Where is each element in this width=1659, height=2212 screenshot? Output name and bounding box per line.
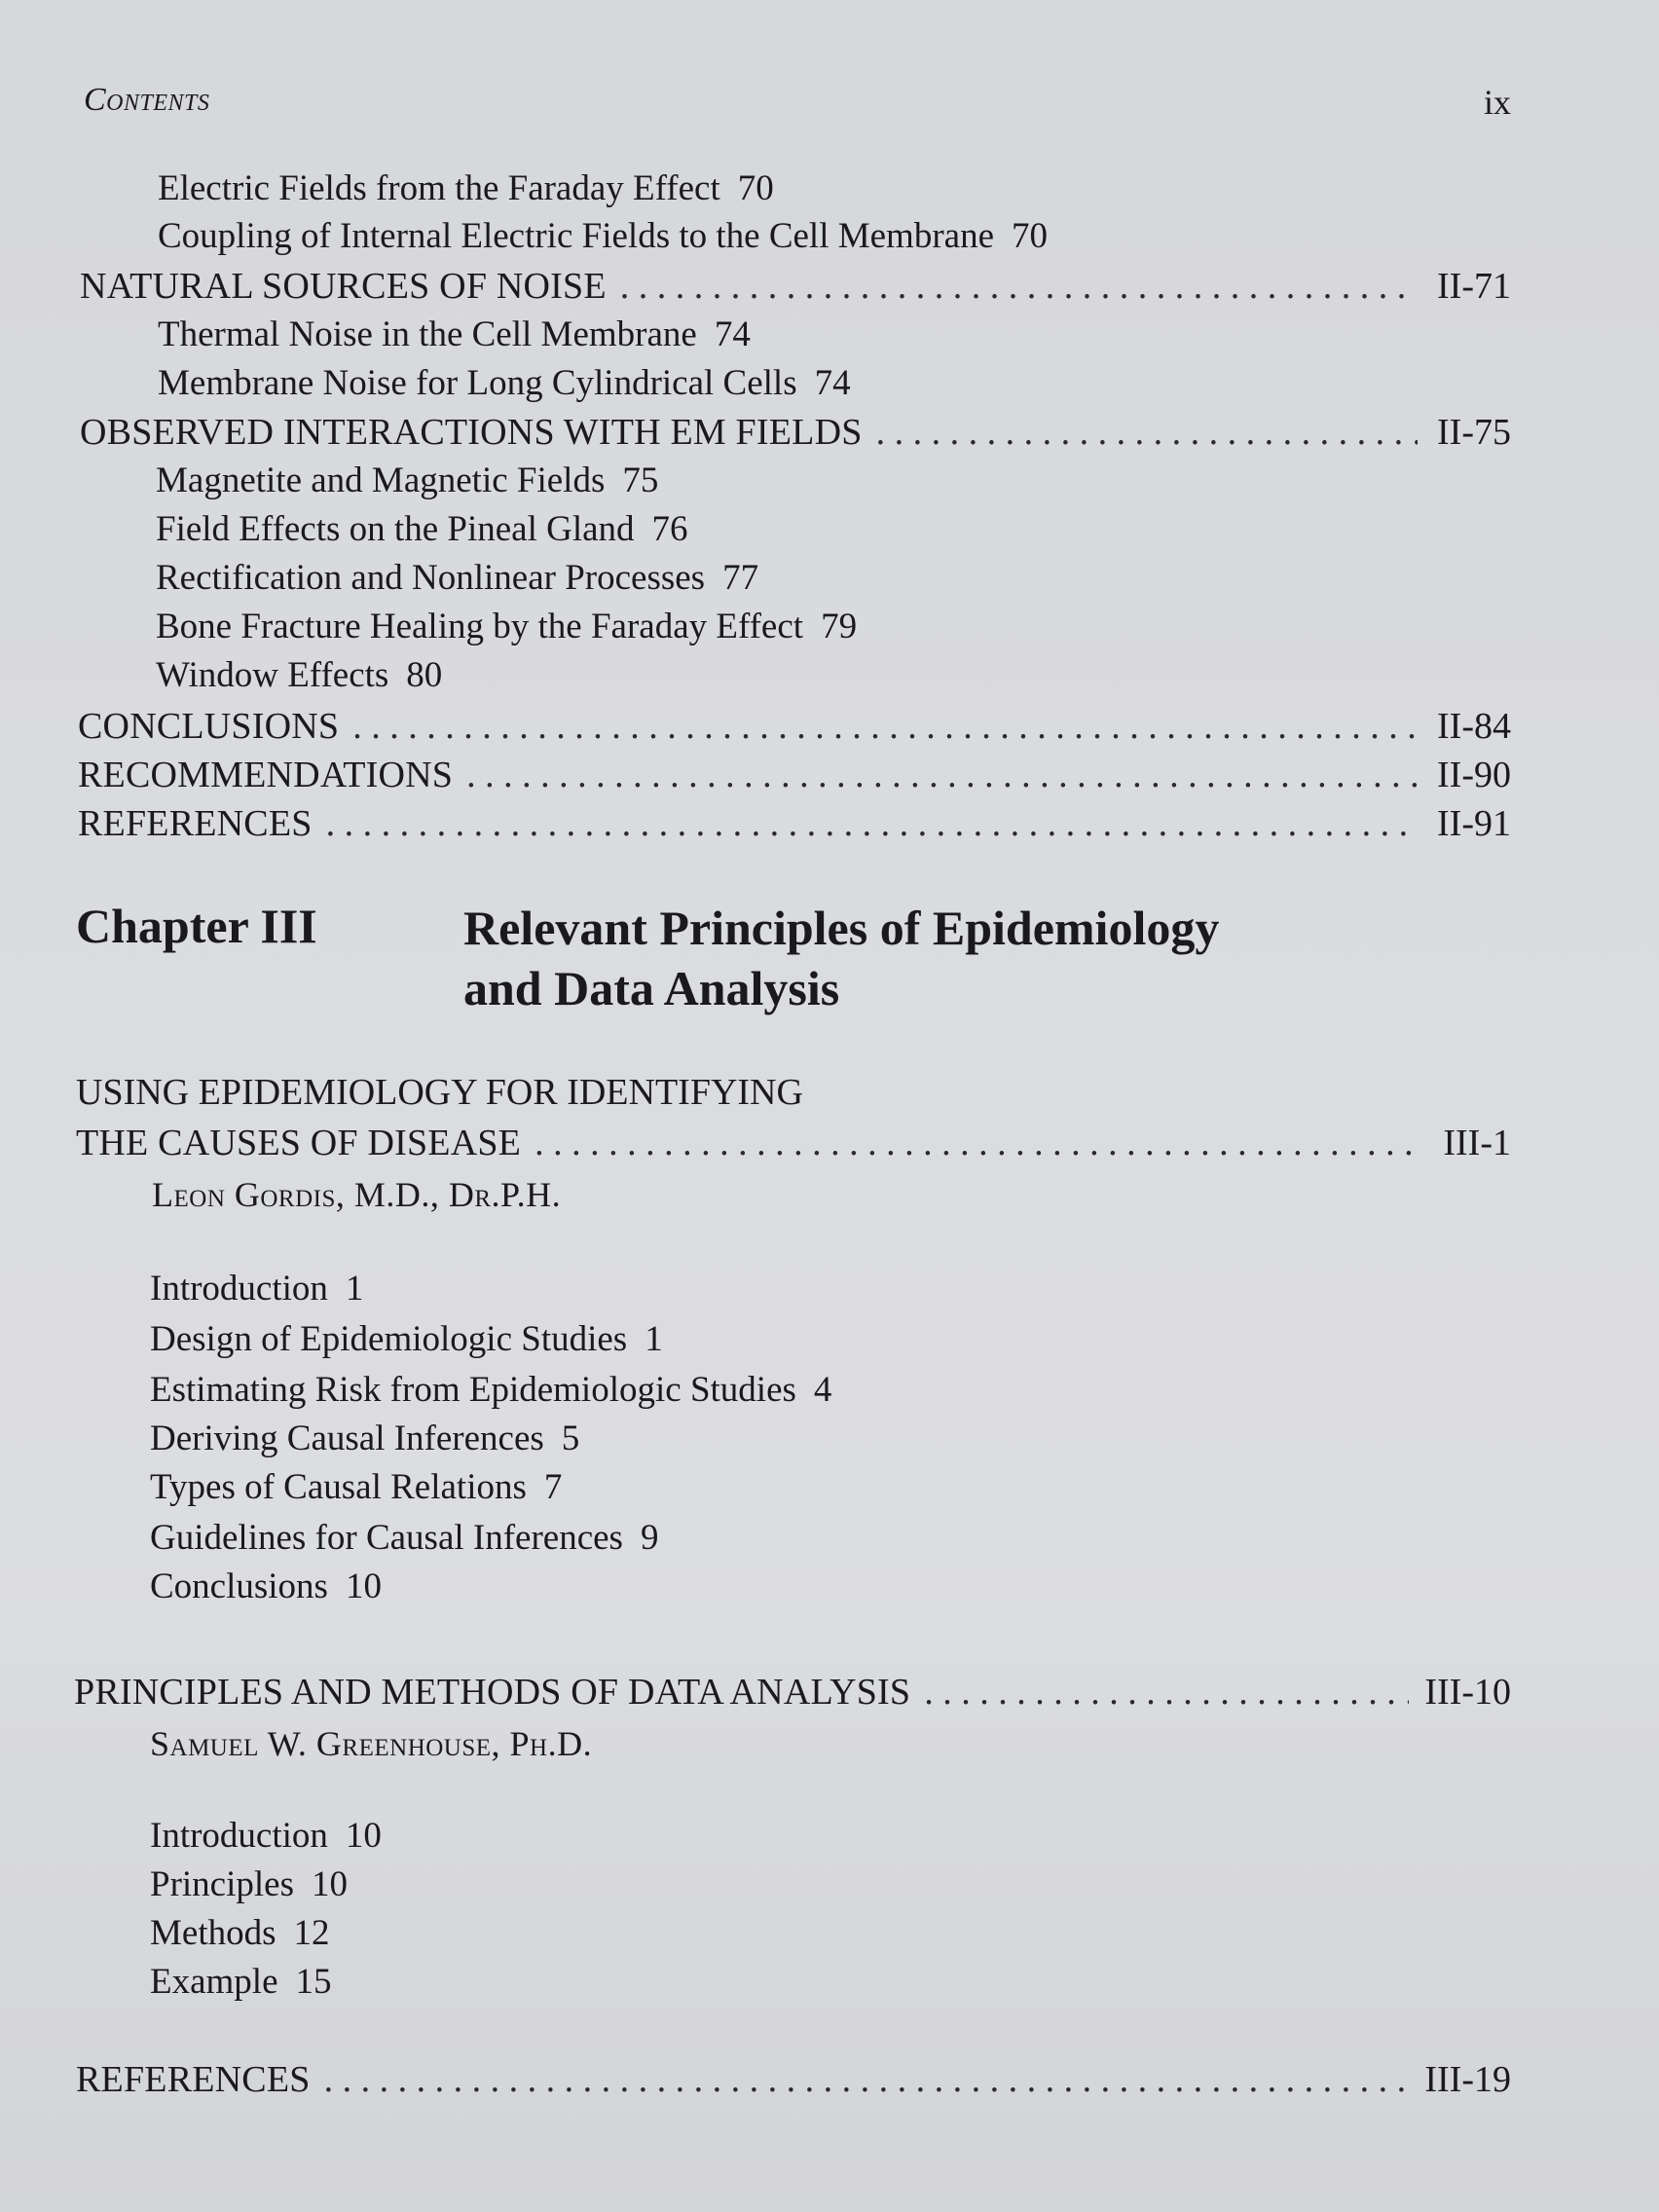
subentry-title: Example bbox=[150, 1962, 278, 2002]
subentry-title: Coupling of Internal Electric Fields to the Cell Membrane bbox=[158, 216, 995, 256]
subentry-title: Introduction bbox=[150, 1269, 328, 1309]
toc-subentry bbox=[150, 1910, 330, 1957]
subentry-page: 10 bbox=[345, 1816, 382, 1856]
toc-subentry bbox=[150, 1515, 658, 1562]
section-title-line: USING EPIDEMIOLOGY FOR IDENTIFYING bbox=[76, 1072, 803, 1113]
subentry-title: Field Effects on the Pineal Gland bbox=[156, 509, 635, 549]
chapter-title-line: and Data Analysis bbox=[463, 961, 840, 1015]
page-number: ix bbox=[1483, 83, 1511, 122]
dot-leader bbox=[466, 752, 1418, 798]
dot-leader bbox=[924, 1669, 1409, 1715]
chapter-title-line: Relevant Principles of Epidemiology bbox=[463, 901, 1220, 955]
section-author: Samuel W. Greenhouse, Ph.D. bbox=[150, 1724, 593, 1763]
section-page: III-19 bbox=[1424, 2059, 1511, 2100]
section-page: II-91 bbox=[1437, 803, 1511, 844]
toc-subentry bbox=[158, 312, 751, 358]
toc-subentry bbox=[156, 555, 758, 602]
section-title: NATURAL SOURCES OF NOISE bbox=[80, 266, 607, 307]
subentry-title: Membrane Noise for Long Cylindrical Cells bbox=[158, 363, 797, 403]
toc-section-conclusions bbox=[78, 703, 1511, 750]
toc-section-natural-noise bbox=[80, 263, 1511, 310]
subentry-title: Methods bbox=[150, 1913, 276, 1953]
subentry-page: 79 bbox=[821, 607, 858, 646]
toc-subentry bbox=[150, 1862, 348, 1908]
toc-subentry bbox=[150, 1266, 363, 1312]
subentry-page: 70 bbox=[1012, 216, 1049, 256]
dot-leader bbox=[535, 1120, 1418, 1166]
dot-leader bbox=[620, 263, 1418, 310]
subentry-page: 75 bbox=[622, 461, 659, 500]
toc-section-data-analysis bbox=[74, 1669, 1511, 1715]
subentry-title: Estimating Risk from Epidemiologic Studies bbox=[150, 1370, 796, 1410]
subentry-page: 77 bbox=[722, 558, 759, 598]
toc-subentry bbox=[150, 1316, 663, 1363]
section-page: II-90 bbox=[1437, 755, 1511, 795]
subentry-page: 1 bbox=[645, 1319, 663, 1359]
section-title: PRINCIPLES AND METHODS OF DATA ANALYSIS bbox=[74, 1672, 911, 1713]
chapter-title bbox=[463, 898, 1219, 1018]
subentry-title: Rectification and Nonlinear Processes bbox=[156, 558, 706, 598]
subentry-page: 7 bbox=[543, 1467, 563, 1507]
toc-subentry bbox=[156, 506, 688, 553]
subentry-page: 76 bbox=[651, 509, 688, 549]
dot-leader bbox=[326, 800, 1418, 847]
toc-subentry bbox=[158, 213, 1048, 260]
toc-subentry bbox=[150, 1959, 332, 2006]
subentry-page: 70 bbox=[737, 168, 774, 208]
subentry-title: Design of Epidemiologic Studies bbox=[150, 1319, 628, 1359]
dot-leader bbox=[876, 409, 1418, 456]
toc-subentry bbox=[150, 1416, 579, 1462]
toc-section-recommendations bbox=[78, 752, 1511, 798]
subentry-page: 12 bbox=[293, 1913, 330, 1953]
toc-subentry bbox=[156, 604, 857, 650]
toc-subentry bbox=[150, 1813, 382, 1860]
toc-section-final-references bbox=[76, 2056, 1511, 2103]
section-title: THE CAUSES OF DISEASE bbox=[76, 1123, 522, 1163]
subentry-title: Electric Fields from the Faraday Effect bbox=[158, 168, 720, 208]
section-author: Leon Gordis, M.D., Dr.P.H. bbox=[152, 1175, 562, 1214]
subentry-page: 10 bbox=[345, 1567, 382, 1606]
toc-section-observed bbox=[80, 409, 1511, 456]
subentry-title: Introduction bbox=[150, 1816, 328, 1856]
subentry-page: 1 bbox=[345, 1269, 364, 1309]
subentry-title: Magnetite and Magnetic Fields bbox=[156, 461, 606, 500]
section-page: III-1 bbox=[1443, 1123, 1511, 1163]
running-title: Contents bbox=[84, 82, 210, 118]
subentry-page: 74 bbox=[814, 363, 851, 403]
section-page: II-71 bbox=[1437, 266, 1511, 307]
subentry-page: 80 bbox=[406, 655, 443, 695]
section-title: REFERENCES bbox=[76, 2059, 311, 2100]
section-page: II-75 bbox=[1437, 412, 1511, 453]
subentry-title: Conclusions bbox=[150, 1567, 328, 1606]
section-title: OBSERVED INTERACTIONS WITH EM FIELDS bbox=[80, 412, 863, 453]
subentry-title: Window Effects bbox=[156, 655, 389, 695]
toc-subentry bbox=[156, 458, 658, 504]
subentry-page: 10 bbox=[311, 1864, 348, 1904]
running-header bbox=[84, 82, 1511, 129]
subentry-page: 15 bbox=[295, 1962, 332, 2002]
toc-section-references bbox=[78, 800, 1511, 847]
chapter-label: Chapter III bbox=[76, 899, 317, 953]
toc-subentry bbox=[150, 1564, 382, 1610]
toc-subentry bbox=[158, 166, 774, 212]
toc-subentry bbox=[156, 652, 442, 699]
subentry-title: Principles bbox=[150, 1864, 294, 1904]
subentry-title: Thermal Noise in the Cell Membrane bbox=[158, 314, 697, 354]
section-title: RECOMMENDATIONS bbox=[78, 755, 454, 795]
subentry-page: 74 bbox=[714, 314, 751, 354]
toc-subentry bbox=[150, 1464, 562, 1511]
toc-subentry bbox=[158, 360, 851, 407]
subentry-page: 5 bbox=[561, 1419, 580, 1458]
subentry-page: 4 bbox=[813, 1370, 832, 1410]
toc-section-epidemiology bbox=[76, 1120, 1511, 1166]
section-title: REFERENCES bbox=[78, 803, 313, 844]
subentry-title: Bone Fracture Healing by the Faraday Effect bbox=[156, 607, 804, 646]
toc-subentry bbox=[150, 1367, 831, 1414]
dot-leader bbox=[352, 703, 1418, 750]
section-page: II-84 bbox=[1437, 706, 1511, 747]
subentry-title: Deriving Causal Inferences bbox=[150, 1419, 544, 1458]
subentry-title: Guidelines for Causal Inferences bbox=[150, 1518, 623, 1558]
subentry-title: Types of Causal Relations bbox=[150, 1467, 527, 1507]
subentry-page: 9 bbox=[640, 1518, 659, 1558]
section-page: III-10 bbox=[1424, 1672, 1511, 1713]
dot-leader bbox=[324, 2056, 1410, 2103]
section-title: CONCLUSIONS bbox=[78, 706, 340, 747]
